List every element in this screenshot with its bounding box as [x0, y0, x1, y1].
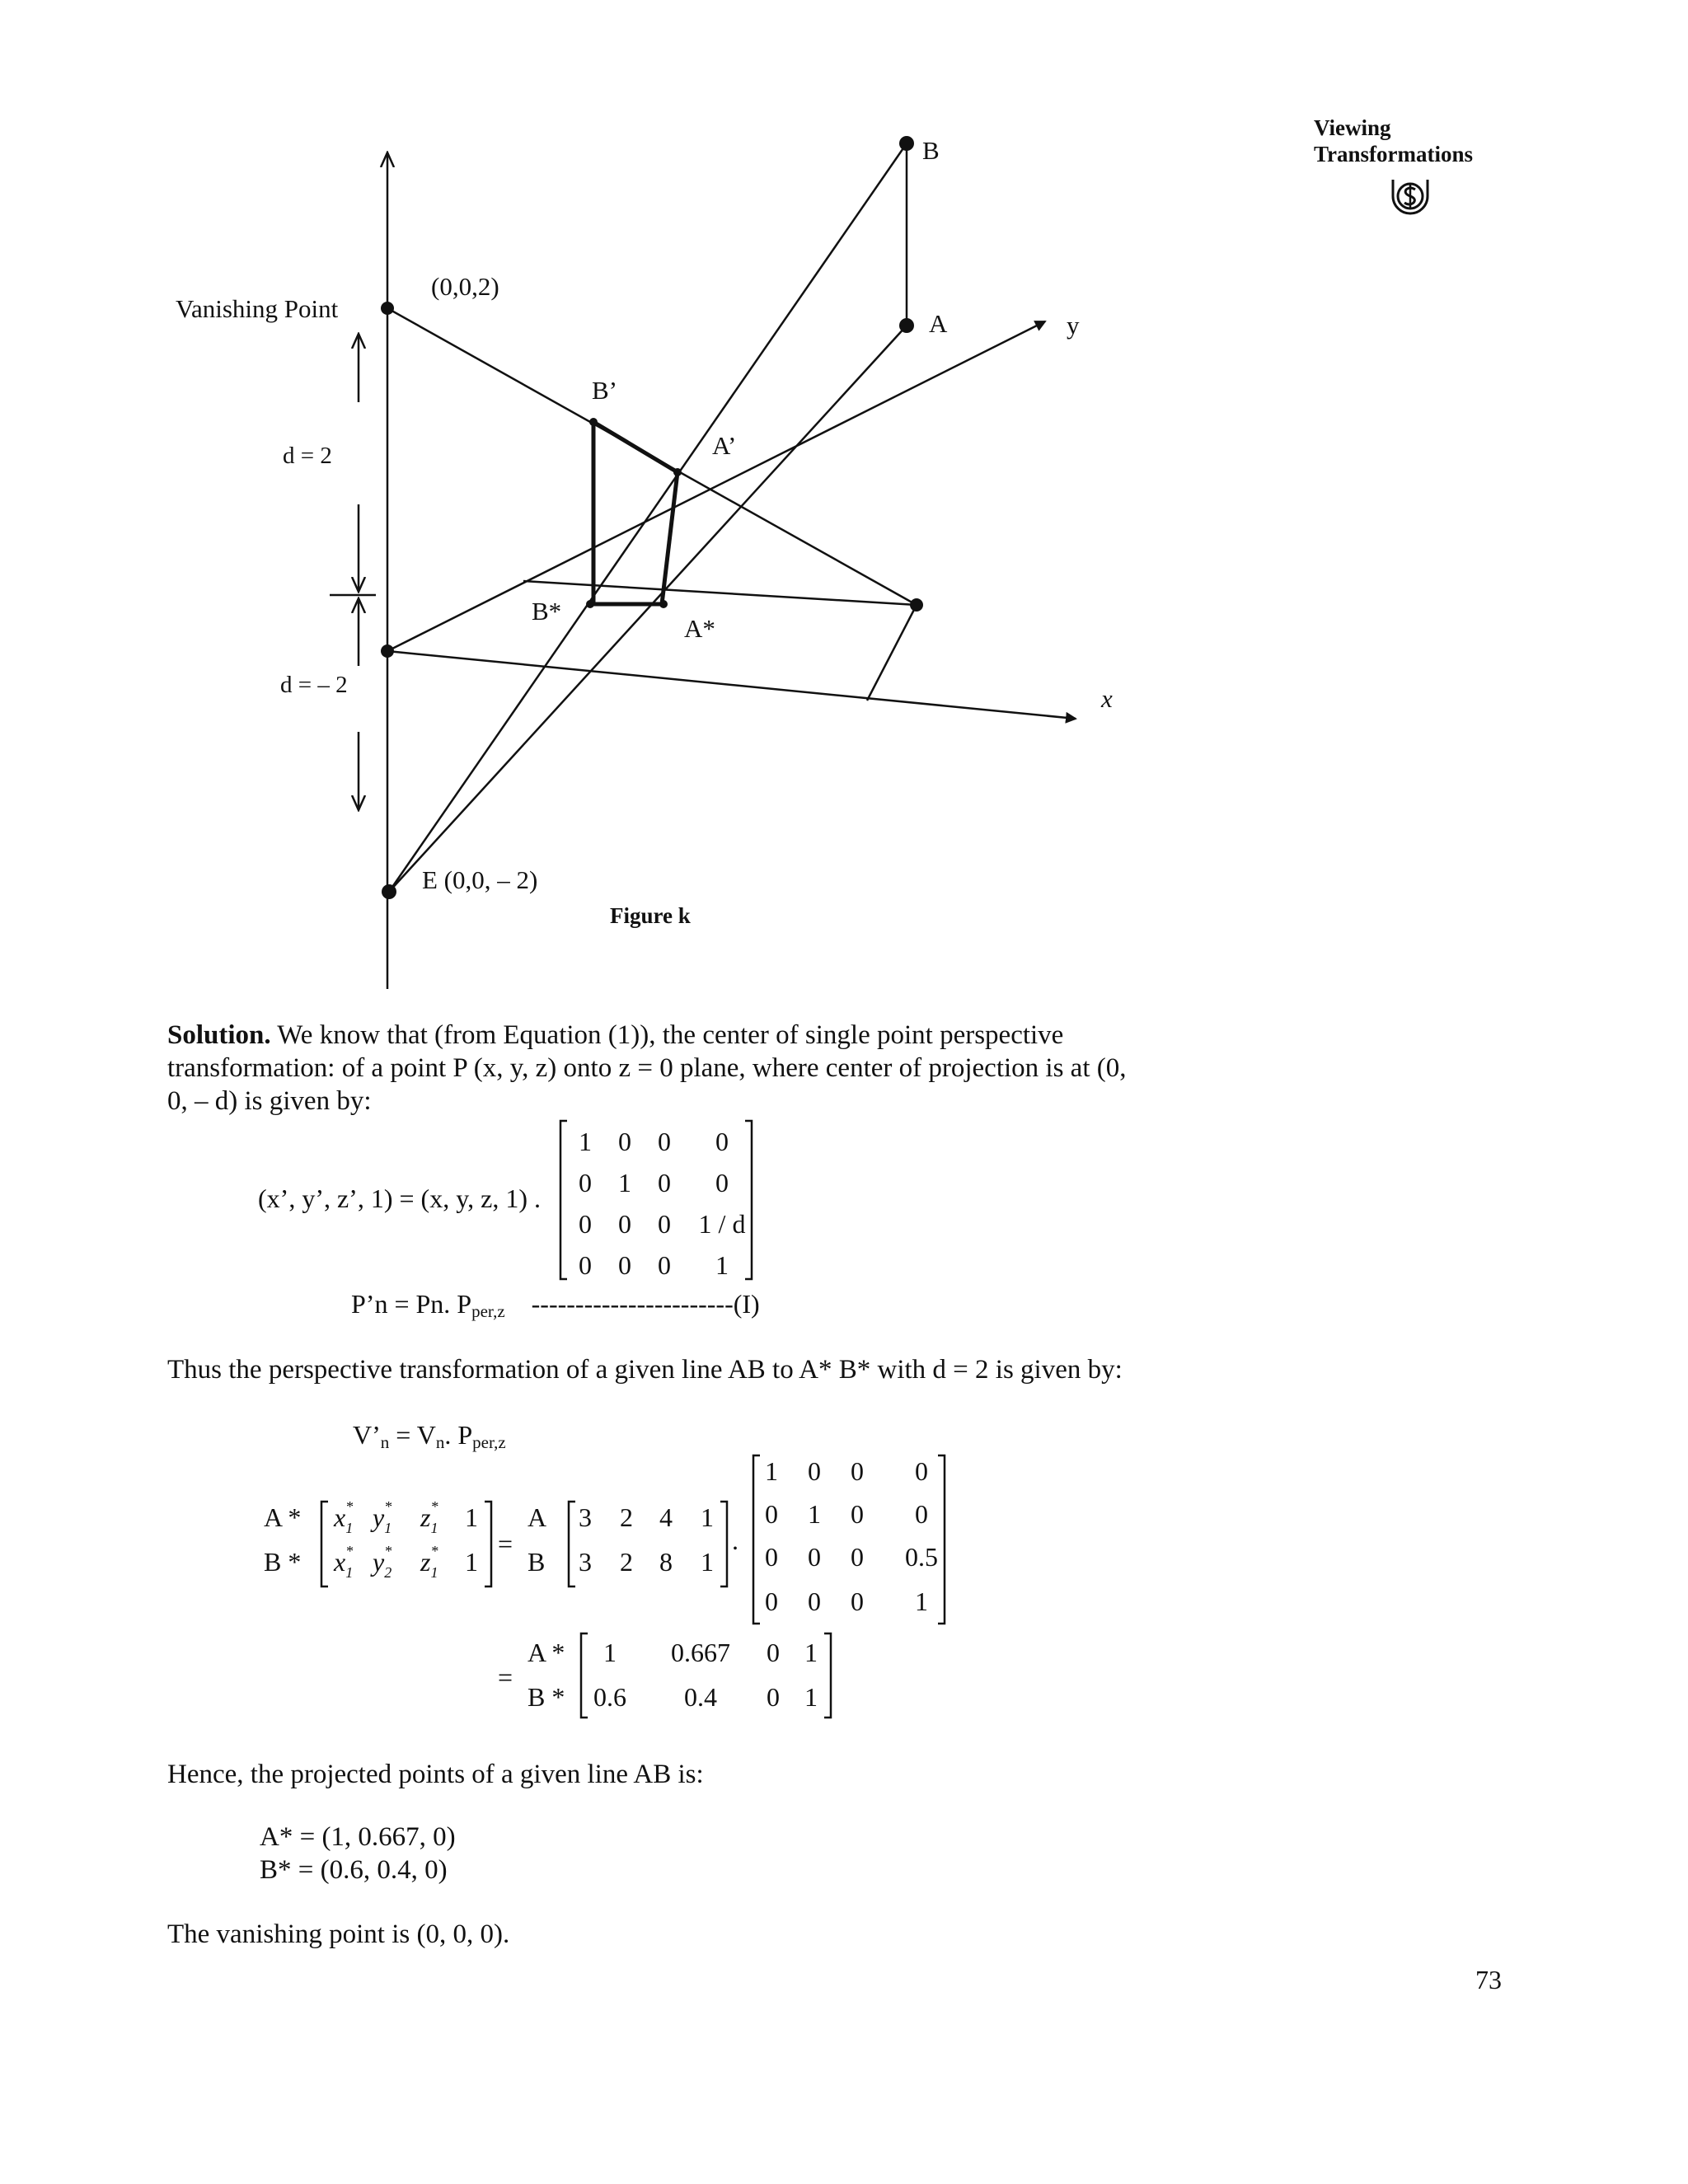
eq1-matrix — [557, 1118, 755, 1282]
eq1-lhs: (x’, y’, z’, 1) = (x, y, z, 1) . — [258, 1183, 541, 1213]
eq2-ab-label-b: B — [528, 1547, 546, 1577]
eq2-p-cell: 0 — [851, 1586, 864, 1616]
label-eye: E (0,0, – 2) — [422, 865, 538, 894]
eq1-cell: 0 — [618, 1209, 631, 1239]
eq2-p-cell: 0 — [808, 1542, 821, 1572]
eq2-ab-cell: 1 — [701, 1502, 714, 1532]
eq1-cell: 1 — [618, 1168, 631, 1197]
label-b: B — [922, 136, 940, 165]
eq1-cell: 1 / d — [698, 1209, 746, 1239]
svg-text:z1*: $z_1*$ — [420, 1543, 438, 1581]
svg-text:=: = — [498, 1529, 513, 1558]
eq1-cell: 0 — [579, 1209, 592, 1239]
eq2-r-cell: 0.6 — [593, 1682, 626, 1712]
hence-text: Hence, the projected points of a given line AB is: — [167, 1760, 704, 1789]
eq2-r-cell: 1 — [804, 1638, 818, 1667]
svg-text:y2*: $y_2*$ — [373, 1543, 392, 1581]
eq2-p-cell: 0 — [765, 1542, 778, 1572]
eq2-ab-cell: 1 — [701, 1547, 714, 1577]
svg-text:1: 1 — [465, 1547, 478, 1577]
eq1-cell: 1 — [715, 1250, 729, 1280]
line-plane — [523, 581, 917, 605]
eq2-v-sub: n — [435, 1432, 445, 1452]
eq2-r-cell: 0 — [767, 1638, 780, 1667]
eq1-cell: 0 — [618, 1127, 631, 1156]
label-vanishing-point: Vanishing Point — [176, 294, 339, 323]
eq2-v-prime: V’ — [353, 1420, 381, 1450]
eq2-r-cell: 1 — [804, 1682, 818, 1712]
perspective-figure — [0, 0, 1688, 1005]
eq2-p-cell: 0 — [851, 1542, 864, 1572]
eq1-cell: 0 — [658, 1209, 671, 1239]
eq1-cell: 0 — [658, 1127, 671, 1156]
hence-a-star: A* = (1, 0.667, 0) — [260, 1822, 456, 1852]
eq1-pn-sub: per,z — [471, 1301, 505, 1321]
svg-text:x1*: $x_1*$ — [334, 1498, 354, 1536]
eq1-tag: -----------------------(I) — [531, 1289, 760, 1319]
eq1-cell: 0 — [618, 1250, 631, 1280]
figure-caption: Figure k — [610, 903, 691, 928]
header-title-line1: Viewing — [1314, 115, 1391, 140]
eq2-ab-cell: 8 — [659, 1547, 673, 1577]
point-far — [910, 598, 923, 612]
eq2-ab-cell: 2 — [620, 1547, 633, 1577]
eq2-star-vector — [333, 1498, 438, 1581]
eq2-ab-cell: 3 — [579, 1502, 592, 1532]
eq2-row-label-b: B * — [264, 1547, 302, 1577]
label-b-star: B* — [532, 597, 562, 626]
label-a-star: A* — [684, 614, 715, 643]
solution-lead: Solution. — [167, 1020, 271, 1050]
label-x-axis: x — [1101, 684, 1113, 713]
eq2-ab-label-a: A — [528, 1502, 547, 1532]
eq1-cell: 1 — [579, 1127, 592, 1156]
eq2-result-label-b: B * — [528, 1682, 565, 1712]
svg-text:x1*: $x_1*$ — [334, 1543, 354, 1581]
eq1-cell: 0 — [579, 1250, 592, 1280]
eq2-matrices — [0, 1451, 1688, 1731]
eq1-cell: 0 — [658, 1250, 671, 1280]
eq2-p-cell: 0 — [765, 1586, 778, 1616]
eq2-r-cell: 0 — [767, 1682, 780, 1712]
eq1-pn-line — [351, 1289, 760, 1322]
label-b-prime: B’ — [592, 376, 617, 405]
solution-text: We know that (from Equation (1)), the center of single point perspective transformation: of a point P (x, y, z) onto z = 0 plane, where center of projection is at (0, 0, – d) is given by: — [167, 1020, 1127, 1116]
point-bstar — [586, 600, 594, 608]
page-number: 73 — [1475, 1965, 1502, 1994]
eq2-p-cell: 0 — [851, 1499, 864, 1529]
solution-paragraph — [167, 1019, 1140, 1118]
label-d-pos: d = 2 — [283, 443, 332, 469]
label-top-point: (0,0,2) — [431, 272, 499, 301]
label-a-prime: A’ — [712, 431, 737, 460]
edge-bprime-aprime — [593, 422, 678, 472]
eq2-ab-cell: 2 — [620, 1502, 633, 1532]
vanishing-text: The vanishing point is (0, 0, 0). — [167, 1919, 510, 1949]
point-astar — [659, 600, 668, 608]
eq1-pn-lhs: P’n = Pn. P — [351, 1289, 472, 1319]
eq2-p-cell: 1 — [765, 1456, 778, 1486]
eq2-p-cell: 0 — [915, 1456, 928, 1486]
eq1-cell: 0 — [715, 1168, 729, 1197]
svg-text:z1*: $z_1*$ — [420, 1498, 438, 1536]
hence-b-star: B* = (0.6, 0.4, 0) — [260, 1855, 448, 1885]
eq2-p-cell: 1 — [915, 1586, 928, 1616]
eq2-r-cell: 0.667 — [671, 1638, 730, 1667]
point-aprime — [673, 468, 682, 476]
svg-text:=: = — [498, 1662, 513, 1692]
eq2-p-cell: 0 — [808, 1456, 821, 1486]
eq1-cell: 0 — [579, 1168, 592, 1197]
svg-text:y1*: $y_1*$ — [373, 1498, 392, 1536]
eq2-p-cell: 0 — [851, 1456, 864, 1486]
eq2-p: . P — [444, 1420, 473, 1450]
eq2-header — [353, 1420, 506, 1453]
svg-text:.: . — [732, 1526, 738, 1555]
eq2-result-label-a: A * — [528, 1638, 565, 1667]
line-e-a — [389, 326, 907, 892]
eq2-p-cell: 1 — [808, 1499, 821, 1529]
point-b — [899, 136, 914, 151]
eq2-ab-cell: 4 — [659, 1502, 673, 1532]
eq2-r-cell: 1 — [603, 1638, 617, 1667]
point-a — [899, 318, 914, 333]
x-axis-line — [387, 651, 1076, 719]
svg-text:1: 1 — [465, 1502, 478, 1532]
eq2-p-cell: 0.5 — [905, 1542, 938, 1572]
y-axis-line — [387, 321, 1045, 651]
point-origin — [381, 644, 394, 658]
line-drop-x — [867, 605, 917, 701]
label-y-axis: y — [1067, 311, 1080, 340]
eq2-v-prime-sub: n — [380, 1432, 390, 1452]
eq2-p-cell: 0 — [765, 1499, 778, 1529]
label-a: A — [929, 309, 948, 338]
eq2-v: = V — [389, 1420, 436, 1450]
eq1-cell: 0 — [658, 1168, 671, 1197]
eq2-row-label-a: A * — [264, 1502, 302, 1532]
point-e — [382, 884, 396, 899]
eq2-r-cell: 0.4 — [684, 1682, 717, 1712]
eq2-ab-cell: 3 — [579, 1547, 592, 1577]
thus-paragraph: Thus the perspective transformation of a given line AB to A* B* with d = 2 is given by: — [167, 1355, 1123, 1385]
point-bprime — [589, 418, 598, 426]
point-vanishing — [381, 302, 394, 315]
eq2-p-sub: per,z — [472, 1432, 506, 1452]
line-e-b — [389, 143, 907, 892]
eq1-cell: 0 — [715, 1127, 729, 1156]
eq2-p-cell: 0 — [808, 1586, 821, 1616]
label-d-neg: d = – 2 — [280, 672, 348, 698]
eq2-p-cell: 0 — [915, 1499, 928, 1529]
header-title-line2: Transformations — [1314, 142, 1473, 166]
